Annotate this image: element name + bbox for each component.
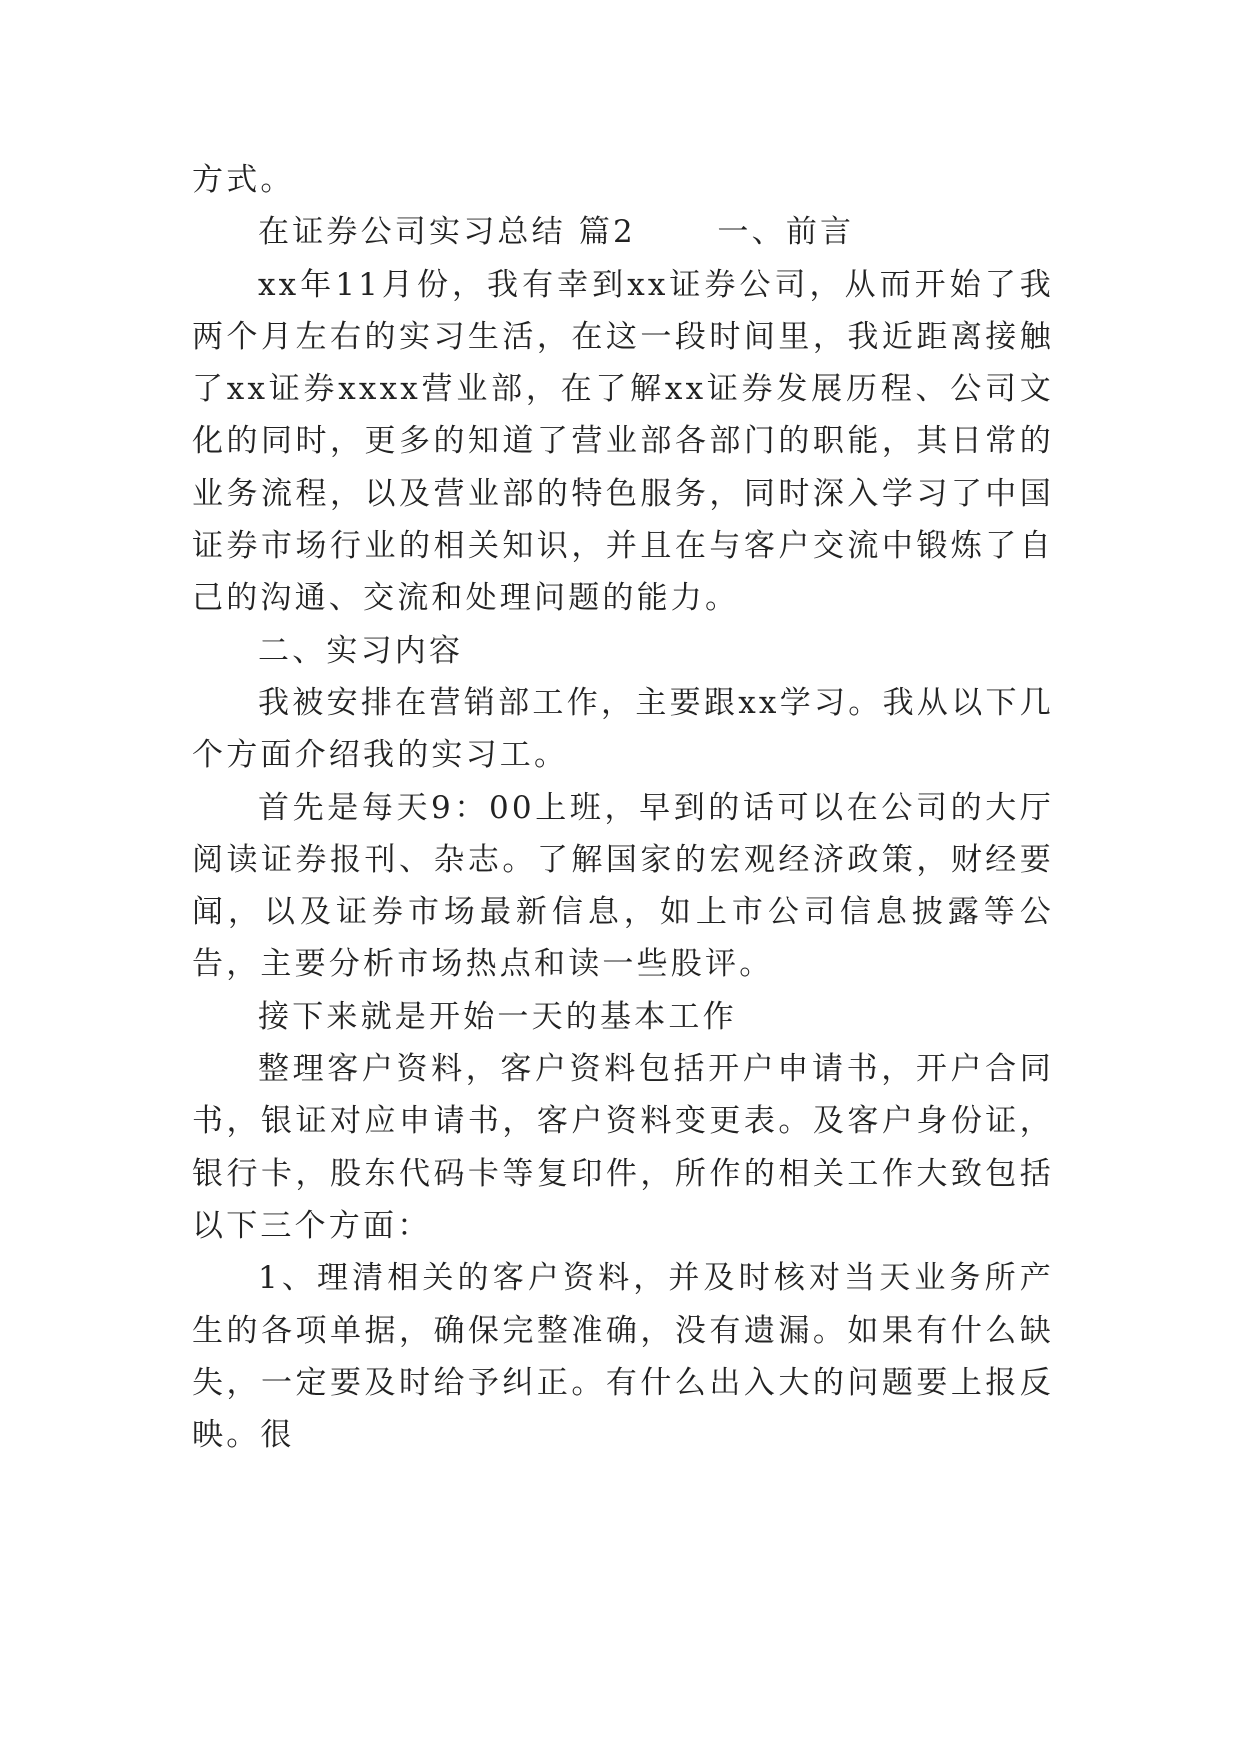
paragraph-preface: xx年11月份，我有幸到xx证券公司，从而开始了我两个月左右的实习生活，在这一段时间里，我近距离接触了xx证券xxxx营业部，在了解xx证券发展历程、公司文化的同时，更多的知道了营业部各部门的职能，其日常的业务流程，以及营业部的特色服务，同时深入学习了中国证券市场行业的相关知识，并且在与客户交流中锻炼了自己的沟通、交流和处理问题的能力。 (192, 266, 1054, 617)
paragraph-daily-start: 首先是每天9：00上班，早到的话可以在公司的大厅阅读证券报刊、杂志。了解国家的宏观经济政策，财经要闻，以及证券市场最新信息，如上市公司信息披露等公告，主要分析市场热点和读一些股评。 (192, 789, 1054, 983)
document-body (192, 154, 1054, 1461)
section-heading-internship-content: 二、实习内容 (258, 632, 464, 669)
paragraph-basic-work: 接下来就是开始一天的基本工作 (258, 998, 737, 1035)
paragraph-assignment: 我被安排在营销部工作，主要跟xx学习。我从以下几个方面介绍我的实习工。 (192, 684, 1054, 774)
section-title: 在证券公司实习总结 篇2 一、前言 (258, 214, 855, 251)
paragraph-item-1: 1、理清相关的客户资料，并及时核对当天业务所产生的各项单据，确保完整准确，没有遗漏。如果有什么缺失，一定要及时给予纠正。有什么出入大的问题要上报反映。很 (192, 1260, 1054, 1454)
paragraph-client-files: 整理客户资料，客户资料包括开户申请书，开户合同书，银证对应申请书，客户资料变更表。及客户身份证，银行卡，股东代码卡等复印件，所作的相关工作大致包括以下三个方面： (192, 1051, 1054, 1244)
paragraph-continuation: 方式。 (192, 162, 295, 198)
